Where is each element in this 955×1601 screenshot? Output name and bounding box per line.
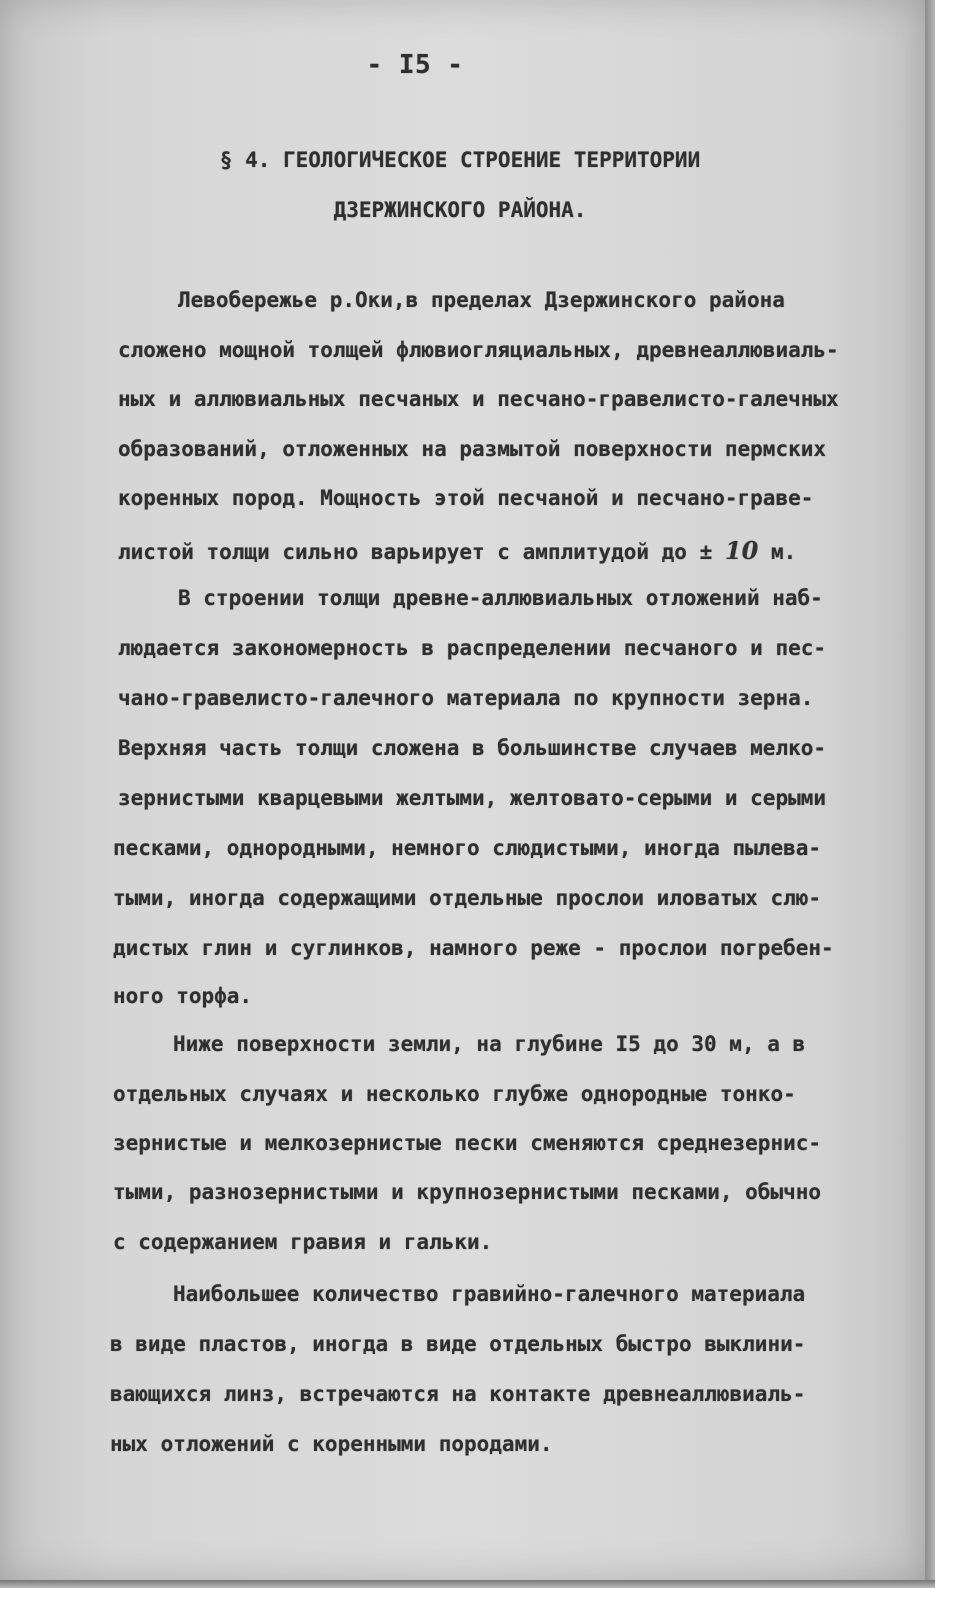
paragraph-1-line-4: образований, отложенных на размытой поверхности пермских	[118, 437, 827, 461]
paragraph-1-line-6	[118, 536, 796, 565]
paragraph-1-line-2: сложено мощной толщей флювиогляциальных, древнеаллювиаль-	[118, 338, 839, 362]
paragraph-4-line-1: Наибольшее количество гравийно-галечного материала	[173, 1282, 806, 1306]
page-edge-bottom	[0, 1580, 935, 1588]
amplitude-value-handwritten: 10	[724, 536, 759, 565]
paragraph-2-line-8: дистых глин и суглинков, намного реже - прослои погребен-	[113, 936, 834, 960]
page-number: - I5 -	[366, 50, 464, 80]
paragraph-3-line-2: отдельных случаях и несколько глубже однородные тонко-	[113, 1082, 796, 1106]
paragraph-2-line-2: людается закономерность в распределении песчаного и пес-	[118, 636, 827, 660]
paragraph-2-line-7: тыми, иногда содержащими отдельные прослои иловатых слю-	[113, 886, 822, 910]
paragraph-2-line-9: ного торфа.	[113, 984, 253, 1008]
paragraph-1-line-1: Левобережье р.Оки,в пределах Дзержинского района	[178, 288, 785, 312]
paragraph-2-line-4: Верхняя часть толщи сложена в большинстве случаев мелко-	[118, 736, 827, 760]
paragraph-3-line-4: тыми, разнозернистыми и крупнозернистыми песками, обычно	[113, 1180, 822, 1204]
section-heading-line-1: § 4. ГЕОЛОГИЧЕСКОЕ СТРОЕНИЕ ТЕРРИТОРИИ	[219, 148, 701, 172]
paragraph-2-line-1: В строении толщи древне-аллювиальных отложений наб-	[178, 586, 823, 610]
paragraph-3-line-1: Ниже поверхности земли, на глубине I5 до 30 м, а в	[173, 1032, 806, 1056]
paragraph-4-line-4: ных отложений с коренными породами.	[110, 1432, 553, 1456]
page-edge-right	[925, 0, 935, 1580]
paragraph-3-line-5: с содержанием гравия и гальки.	[113, 1230, 493, 1254]
paragraph-4-line-2: в виде пластов, иногда в виде отдельных быстро выклини-	[110, 1332, 806, 1356]
amplitude-unit: м.	[770, 540, 797, 564]
paragraph-1-line-6-text: листой толщи сильно варьирует с амплитудой до	[118, 540, 687, 564]
paragraph-3-line-3: зернистые и мелкозернистые пески сменяются среднезернис-	[113, 1131, 822, 1155]
paragraph-4-line-3: вающихся линз, встречаются на контакте древнеаллювиаль-	[110, 1382, 806, 1406]
paragraph-1-line-3: ных и аллювиальных песчаных и песчано-гравелисто-галечных	[118, 387, 839, 411]
paragraph-2-line-3: чано-гравелисто-галечного материала по крупности зерна.	[118, 686, 814, 710]
paragraph-1-line-5: коренных пород. Мощность этой песчаной и песчано-граве-	[118, 486, 814, 510]
section-heading-line-2: ДЗЕРЖИНСКОГО РАЙОНА.	[333, 198, 587, 222]
amplitude-sign: ±	[699, 540, 713, 564]
paragraph-2-line-6: песками, однородными, немного слюдистыми, иногда пылева-	[113, 836, 822, 860]
paragraph-2-line-5: зернистыми кварцевыми желтыми, желтовато-серыми и серыми	[118, 786, 827, 810]
